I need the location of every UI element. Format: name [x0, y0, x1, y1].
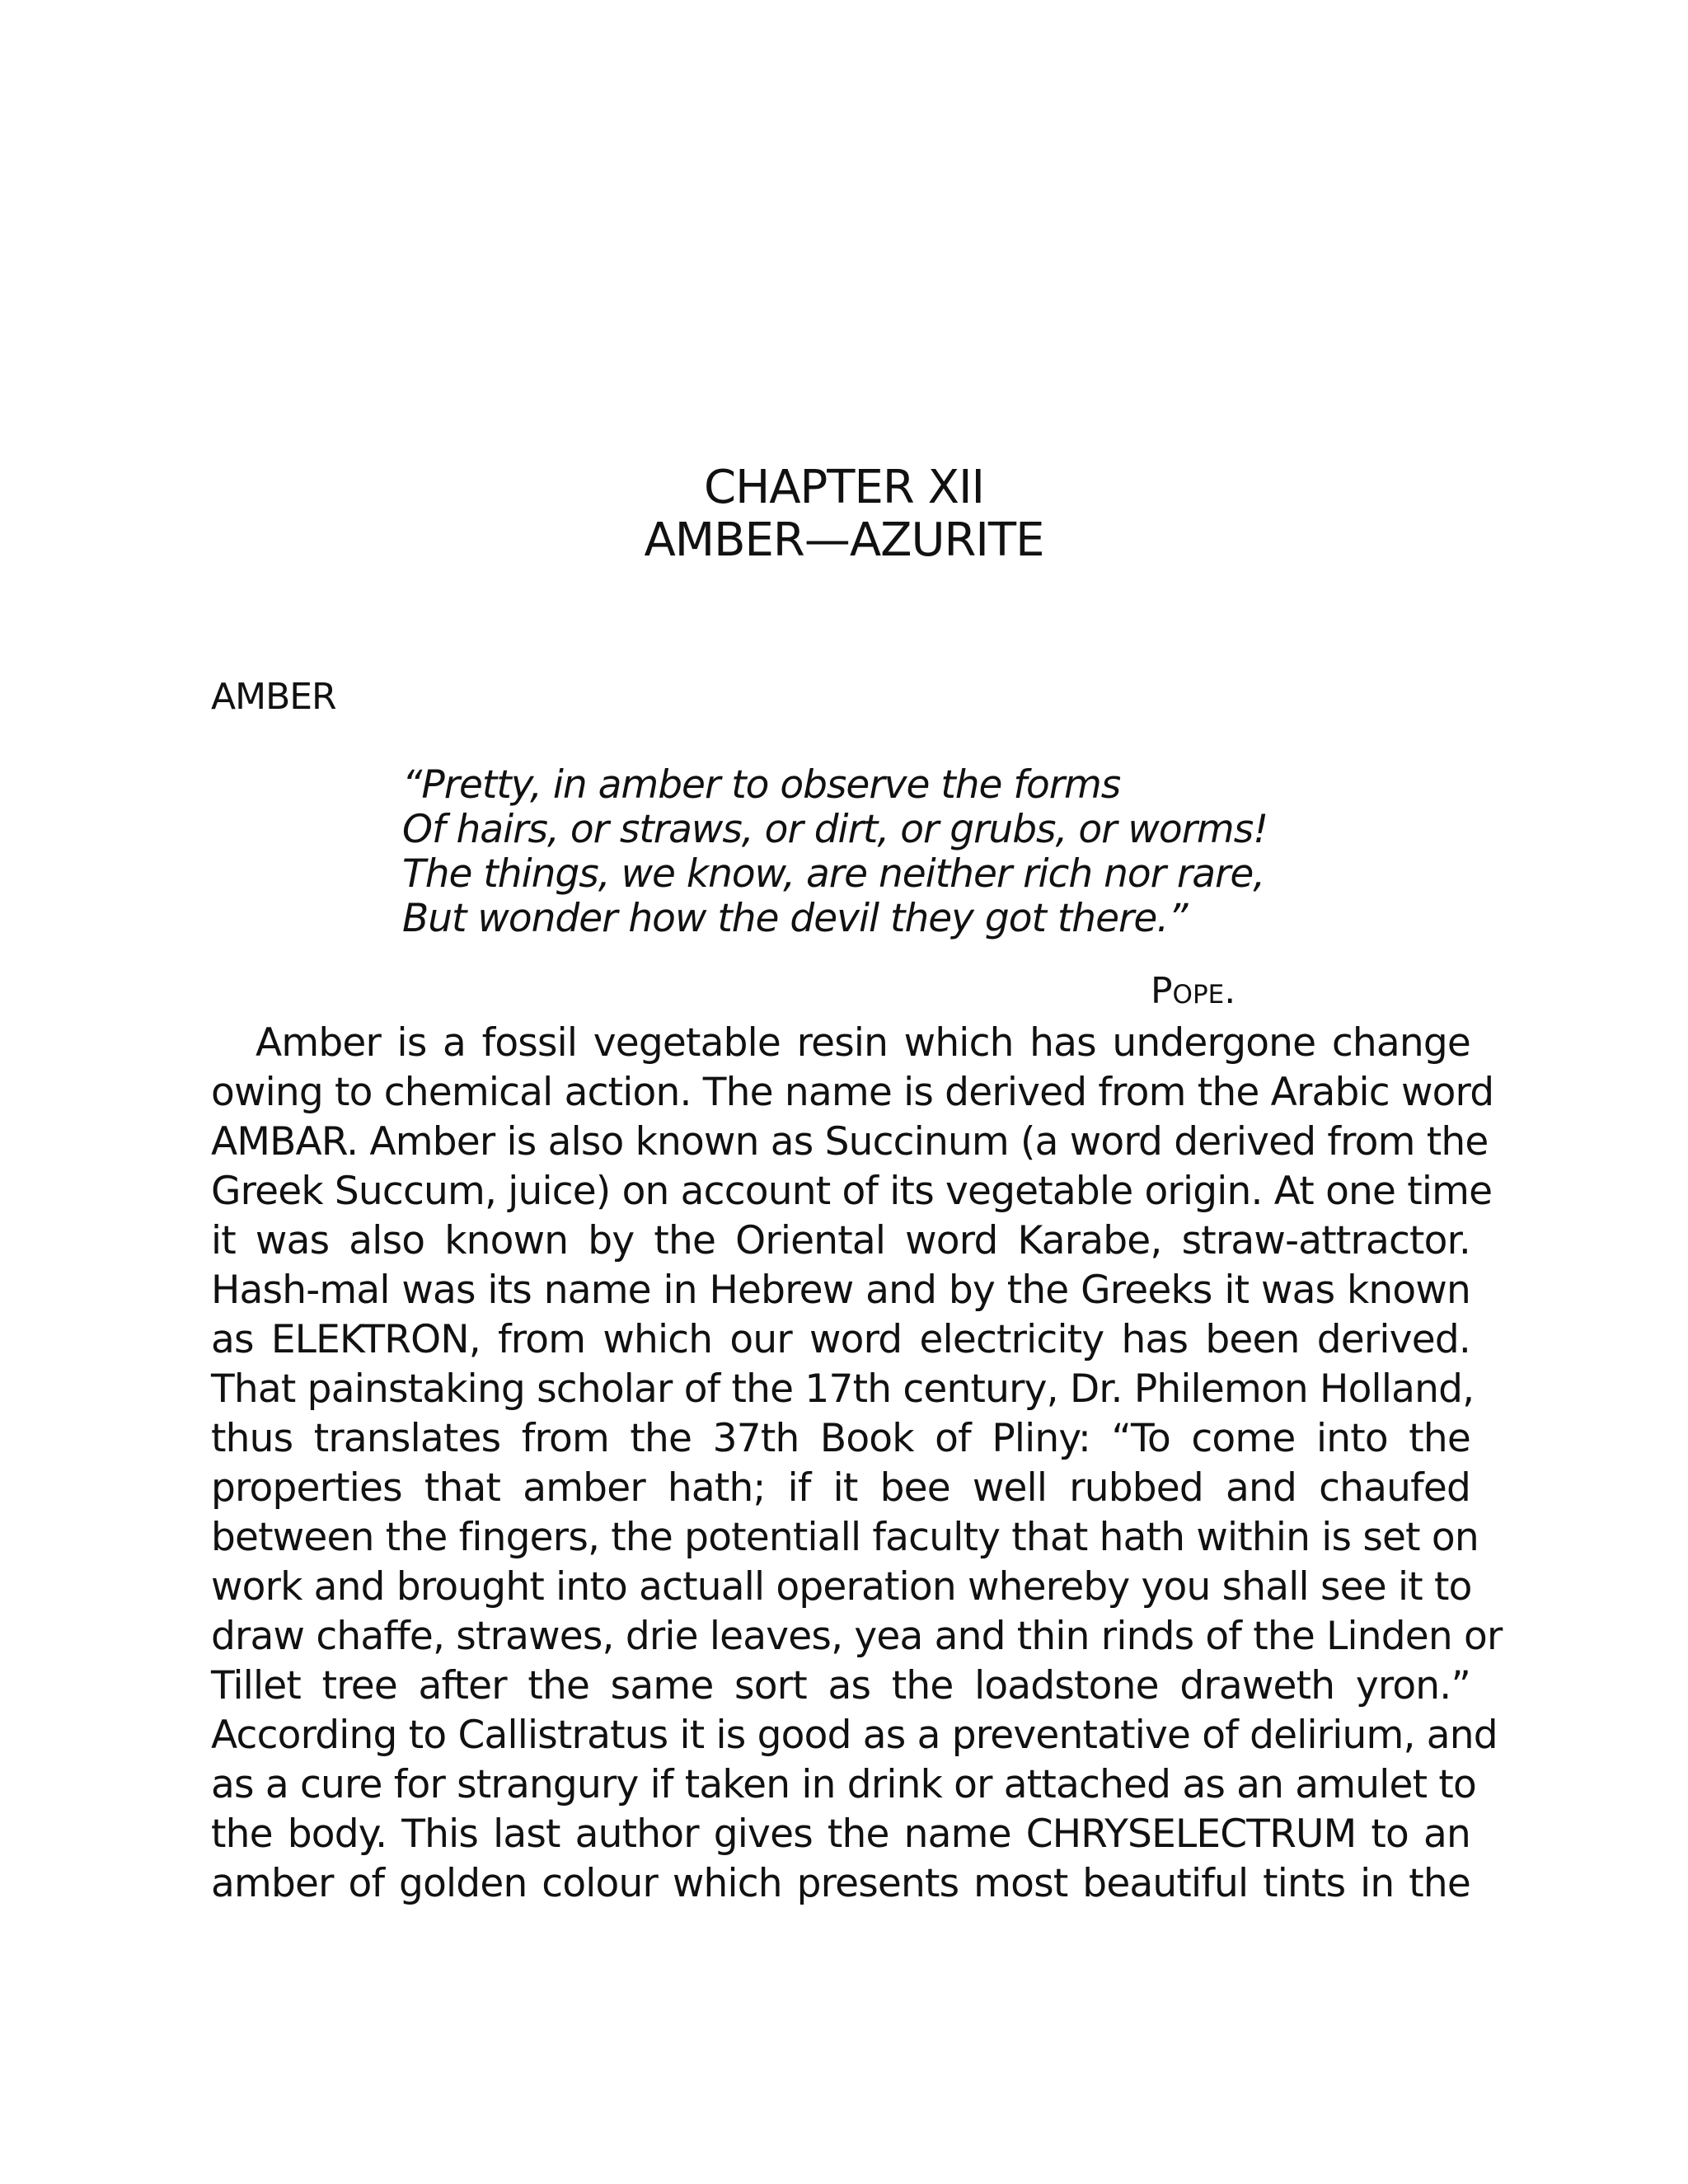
epigraph-line: Of hairs, or straws, or dirt, or grubs, or worms!: [402, 807, 1268, 852]
paragraph-line: amber of golden colour which presents most beautiful tints in the: [211, 1861, 1470, 1906]
paragraph-line: work and brought into actuall operation whereby you shall see it to: [211, 1564, 1472, 1610]
chapter-title: AMBER—AZURITE: [644, 513, 1044, 567]
paragraph-line: the body. This last author gives the name CHRYSELECTRUM to an: [211, 1811, 1470, 1857]
chapter-heading: [0, 462, 1688, 567]
attribution-initial: P: [1151, 970, 1173, 1012]
paragraph-line: it was also known by the Oriental word Karabe, straw-attractor.: [211, 1218, 1470, 1263]
attribution-small-caps: OPE: [1172, 980, 1225, 1010]
epigraph-attribution: [1151, 969, 1236, 1017]
epigraph-line: The things, we know, are neither rich nor rare,: [402, 851, 1265, 897]
paragraph-line: AMBAR. Amber is also known as Succinum (a word derived from the: [211, 1119, 1489, 1165]
paragraph-line: as ELEKTRON, from which our word electricity has been derived.: [211, 1317, 1470, 1362]
epigraph-line: “Pretty, in amber to observe the forms: [402, 762, 1121, 808]
paragraph-line: draw chaffe, strawes, drie leaves, yea and thin rinds of the Linden or: [211, 1614, 1503, 1659]
paragraph-line: Tillet tree after the same sort as the loadstone draweth yron.”: [211, 1663, 1470, 1708]
body-paragraph: [211, 1019, 1503, 1909]
paragraph-line: owing to chemical action. The name is derived from the Arabic word: [211, 1070, 1494, 1115]
paragraph-line: thus translates from the 37th Book of Pliny: “To come into the: [211, 1416, 1470, 1461]
epigraph-line: But wonder how the devil they got there.”: [402, 896, 1188, 941]
epigraph: [402, 762, 1268, 941]
attribution-period: .: [1224, 970, 1236, 1012]
paragraph-line: Hash-mal was its name in Hebrew and by the Greeks it was known: [211, 1268, 1470, 1313]
paragraph-line: According to Callistratus it is good as a preventative of delirium, and: [211, 1713, 1498, 1758]
section-title: AMBER: [211, 676, 336, 718]
chapter-number: CHAPTER XII: [704, 461, 984, 514]
paragraph-line: as a cure for strangury if taken in drink or attached as an amulet to: [211, 1762, 1476, 1807]
paragraph-line: That painstaking scholar of the 17th century, Dr. Philemon Holland,: [211, 1366, 1475, 1412]
paragraph-line: between the fingers, the potentiall faculty that hath within is set on: [211, 1515, 1479, 1560]
paragraph-line: properties that amber hath; if it bee well rubbed and chaufed: [211, 1465, 1470, 1511]
paragraph-line: Greek Succum, juice) on account of its vegetable origin. At one time: [211, 1169, 1493, 1214]
paragraph-line: Amber is a fossil vegetable resin which has undergone change: [256, 1020, 1470, 1066]
